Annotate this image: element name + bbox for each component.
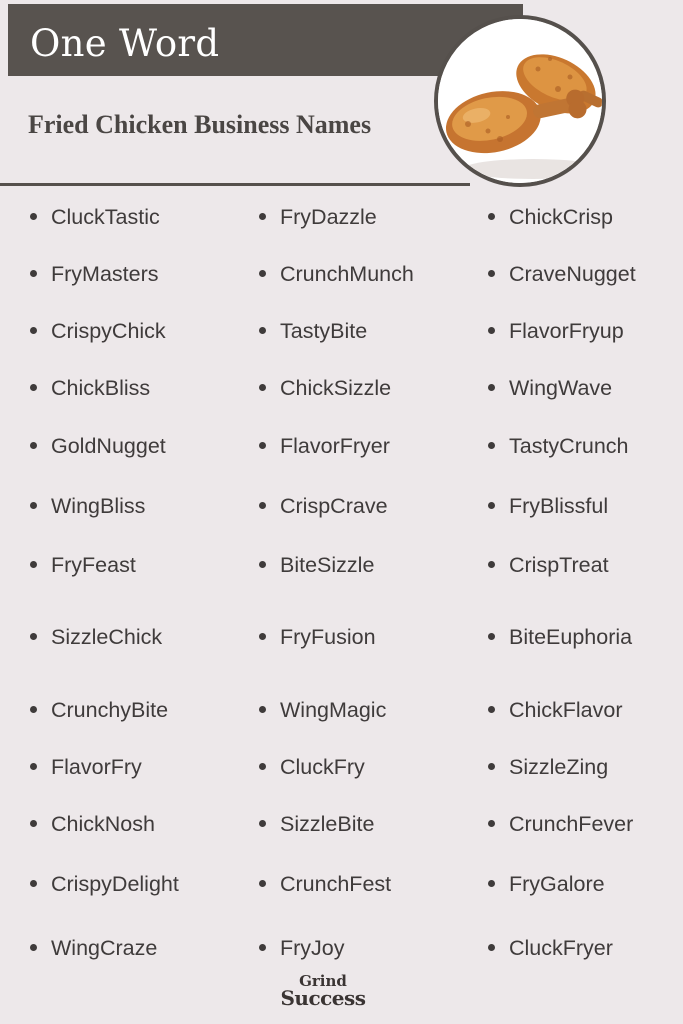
bullet-icon (488, 442, 495, 449)
list-item-label: CrispCrave (280, 494, 388, 518)
bullet-icon (30, 763, 37, 770)
list-item-label: CluckFryer (509, 936, 613, 960)
list-item (259, 814, 374, 836)
list-item (30, 938, 157, 960)
list-item (30, 627, 162, 649)
list-item (488, 436, 629, 458)
list-item (259, 207, 377, 229)
bullet-icon (488, 706, 495, 713)
list-item-label: FryFeast (51, 553, 136, 577)
list-item (259, 757, 365, 779)
bullet-icon (259, 213, 266, 220)
list-item (30, 321, 166, 343)
list-item (30, 555, 136, 577)
list-item-label: CrispTreat (509, 553, 609, 577)
list-item-label: WingMagic (280, 698, 387, 722)
list-item-label: FryJoy (280, 936, 345, 960)
list-item (259, 555, 374, 577)
bullet-icon (30, 561, 37, 568)
brand-logo-bottom: Success (280, 986, 366, 1010)
bullet-icon (259, 763, 266, 770)
list-item (488, 627, 632, 649)
list-item (259, 700, 386, 722)
list-item-label: CraveNugget (509, 262, 636, 286)
bullet-icon (30, 442, 37, 449)
list-item (488, 938, 613, 960)
bullet-icon (259, 384, 266, 391)
bullet-icon (488, 633, 495, 640)
bullet-icon (259, 327, 266, 334)
bullet-icon (30, 384, 37, 391)
bullet-icon (30, 633, 37, 640)
list-item (259, 496, 388, 518)
bullet-icon (30, 944, 37, 951)
bullet-icon (30, 706, 37, 713)
fried-chicken-icon (438, 19, 602, 183)
list-item-label: BiteSizzle (280, 553, 375, 577)
bullet-icon (30, 327, 37, 334)
list-item-label: CrunchFest (280, 872, 392, 896)
list-item (488, 700, 623, 722)
list-item-label: ChickNosh (51, 812, 155, 836)
list-item (259, 378, 391, 400)
list-item-label: ChickBliss (51, 376, 151, 400)
list-item-label: CrunchyBite (51, 698, 169, 722)
list-item (259, 874, 391, 896)
list-item (30, 757, 142, 779)
list-item-label: CrunchMunch (280, 262, 414, 286)
list-item (488, 207, 613, 229)
bullet-icon (259, 706, 266, 713)
bullet-icon (259, 633, 266, 640)
list-item (488, 555, 609, 577)
list-item-label: CrispyDelight (51, 872, 179, 896)
bullet-icon (30, 880, 37, 887)
list-item-label: SizzleBite (280, 812, 375, 836)
list-item-label: WingBliss (51, 494, 146, 518)
list-item-label: FryFusion (280, 625, 376, 649)
list-item-label: ChickSizzle (280, 376, 392, 400)
list-item-label: FlavorFryer (280, 434, 390, 458)
brand-logo (278, 974, 368, 1008)
list-item-label: ChickCrisp (509, 205, 613, 229)
list-item (488, 378, 612, 400)
bullet-icon (30, 502, 37, 509)
list-item (30, 436, 166, 458)
list-item (488, 757, 608, 779)
bullet-icon (259, 502, 266, 509)
bullet-icon (259, 270, 266, 277)
list-item (30, 814, 155, 836)
list-item (259, 938, 345, 960)
bullet-icon (488, 561, 495, 568)
list-item-label: GoldNugget (51, 434, 166, 458)
page-title: One Word (30, 22, 220, 65)
bullet-icon (259, 820, 266, 827)
bullet-icon (488, 944, 495, 951)
bullet-icon (488, 270, 495, 277)
list-item-label: CrunchFever (509, 812, 634, 836)
list-item (30, 207, 160, 229)
bullet-icon (488, 384, 495, 391)
list-item (488, 814, 633, 836)
list-item-label: FryDazzle (280, 205, 377, 229)
fried-chicken-photo (434, 15, 606, 187)
list-item-label: TastyBite (280, 319, 368, 343)
list-item-label: WingWave (509, 376, 613, 400)
bullet-icon (488, 213, 495, 220)
divider (0, 183, 470, 186)
bullet-icon (488, 880, 495, 887)
list-item-label: FryBlissful (509, 494, 609, 518)
list-item (259, 627, 376, 649)
list-item-label: FlavorFryup (509, 319, 624, 343)
list-item-label: SizzleZing (509, 755, 609, 779)
bullet-icon (488, 763, 495, 770)
bullet-icon (259, 944, 266, 951)
list-item-label: FryGalore (509, 872, 605, 896)
bullet-icon (30, 820, 37, 827)
bullet-icon (259, 561, 266, 568)
page-subtitle: Fried Chicken Business Names (28, 110, 372, 139)
list-item-label: FryMasters (51, 262, 159, 286)
list-item-label: BiteEuphoria (509, 625, 633, 649)
bullet-icon (488, 820, 495, 827)
list-item-label: FlavorFry (51, 755, 142, 779)
bullet-icon (259, 442, 266, 449)
list-item-label: WingCraze (51, 936, 158, 960)
list-item (30, 496, 145, 518)
bullet-icon (30, 270, 37, 277)
list-item (30, 378, 150, 400)
list-item (259, 321, 367, 343)
list-item (488, 496, 608, 518)
list-item (488, 264, 636, 286)
list-item (259, 264, 414, 286)
list-item (259, 436, 390, 458)
list-item (488, 321, 624, 343)
list-item (30, 264, 159, 286)
brand-logo-top: Grind (299, 972, 347, 990)
list-item (30, 700, 168, 722)
bullet-icon (488, 327, 495, 334)
bullet-icon (259, 880, 266, 887)
list-item-label: TastyCrunch (509, 434, 629, 458)
list-item-label: CluckTastic (51, 205, 160, 229)
bullet-icon (488, 502, 495, 509)
list-item-label: ChickFlavor (509, 698, 623, 722)
list-item (488, 874, 605, 896)
list-item-label: CrispyChick (51, 319, 166, 343)
list-item-label: CluckFry (280, 755, 365, 779)
list-item-label: SizzleChick (51, 625, 163, 649)
list-item (30, 874, 179, 896)
bullet-icon (30, 213, 37, 220)
